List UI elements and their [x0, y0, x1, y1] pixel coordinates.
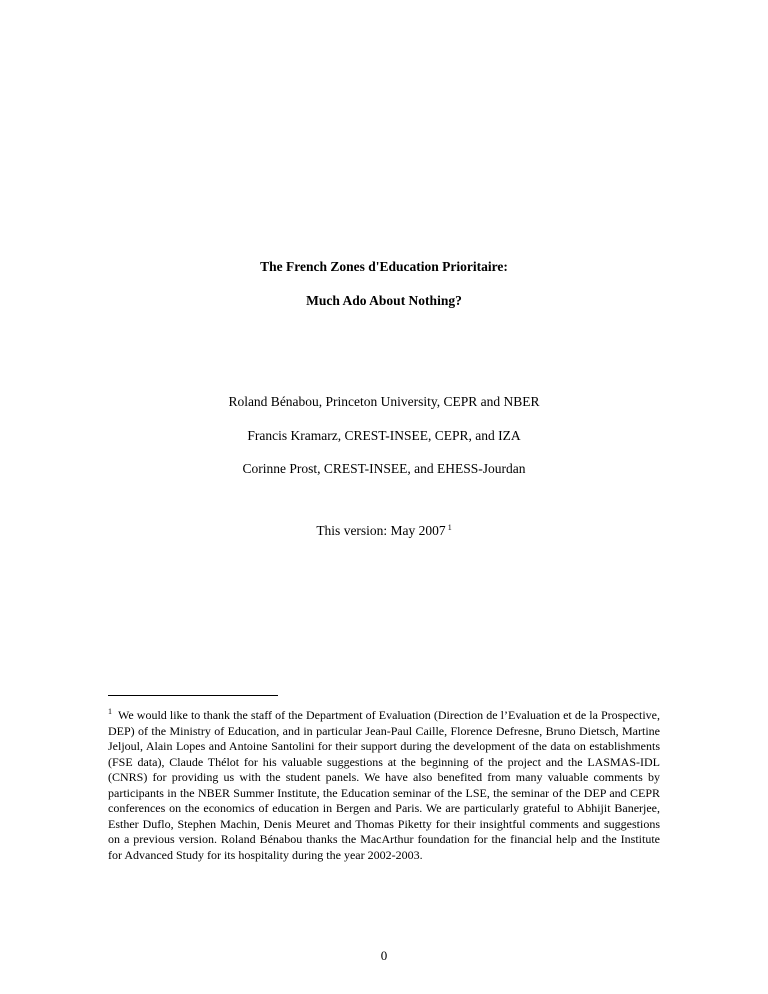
footnote-separator: [108, 695, 278, 696]
footnote: [108, 708, 660, 863]
version-text: This version: May 2007: [316, 523, 446, 538]
author-line-1: Roland Bénabou, Princeton University, CEPR and NBER: [228, 394, 540, 409]
paper-title-line-1: The French Zones d'Education Prioritaire:: [260, 259, 508, 274]
footnote-text: We would like to thank the staff of the Department of Evaluation (Direction de l’Evaluation et de la Prospective, DEP) of the Ministry of Education, and in particular Jean-Paul Caille, Florence Defresne, Bruno Dietsch, Martine Jeljoul, Alain Lopes and Antoine Santolini for their support during the development of the data on establishments (FSE data), Claude Thélot for his valuable suggestions at the beginning of the project and the LASMAS-IDL (CNRS) for providing us with the student panels. We have also benefited from many valuable comments by participants in the NBER Summer Institute, the Education seminar of the LSE, the seminar of the DEP and CEPR conferences on the economics of education in Bergen and Paris. We are particularly grateful to Abhijit Banerjee, Esther Duflo, Stephen Machin, Denis Meuret and Thomas Piketty for their insightful comments and suggestions on a previous version. Roland Bénabou thanks the MacArthur foundation for the financial help and the Institute for Advanced Study for its hospitality during the year 2002-2003.: [108, 708, 660, 862]
footnote-marker: 1: [447, 522, 452, 532]
footnote-number: 1: [108, 707, 112, 716]
page-number: 0: [380, 948, 388, 963]
author-line-2: Francis Kramarz, CREST-INSEE, CEPR, and IZA: [247, 428, 521, 443]
version-line: [0, 523, 768, 539]
author-line-3: Corinne Prost, CREST-INSEE, and EHESS-Jourdan: [242, 461, 526, 476]
paper-title-line-2: Much Ado About Nothing?: [306, 293, 462, 308]
